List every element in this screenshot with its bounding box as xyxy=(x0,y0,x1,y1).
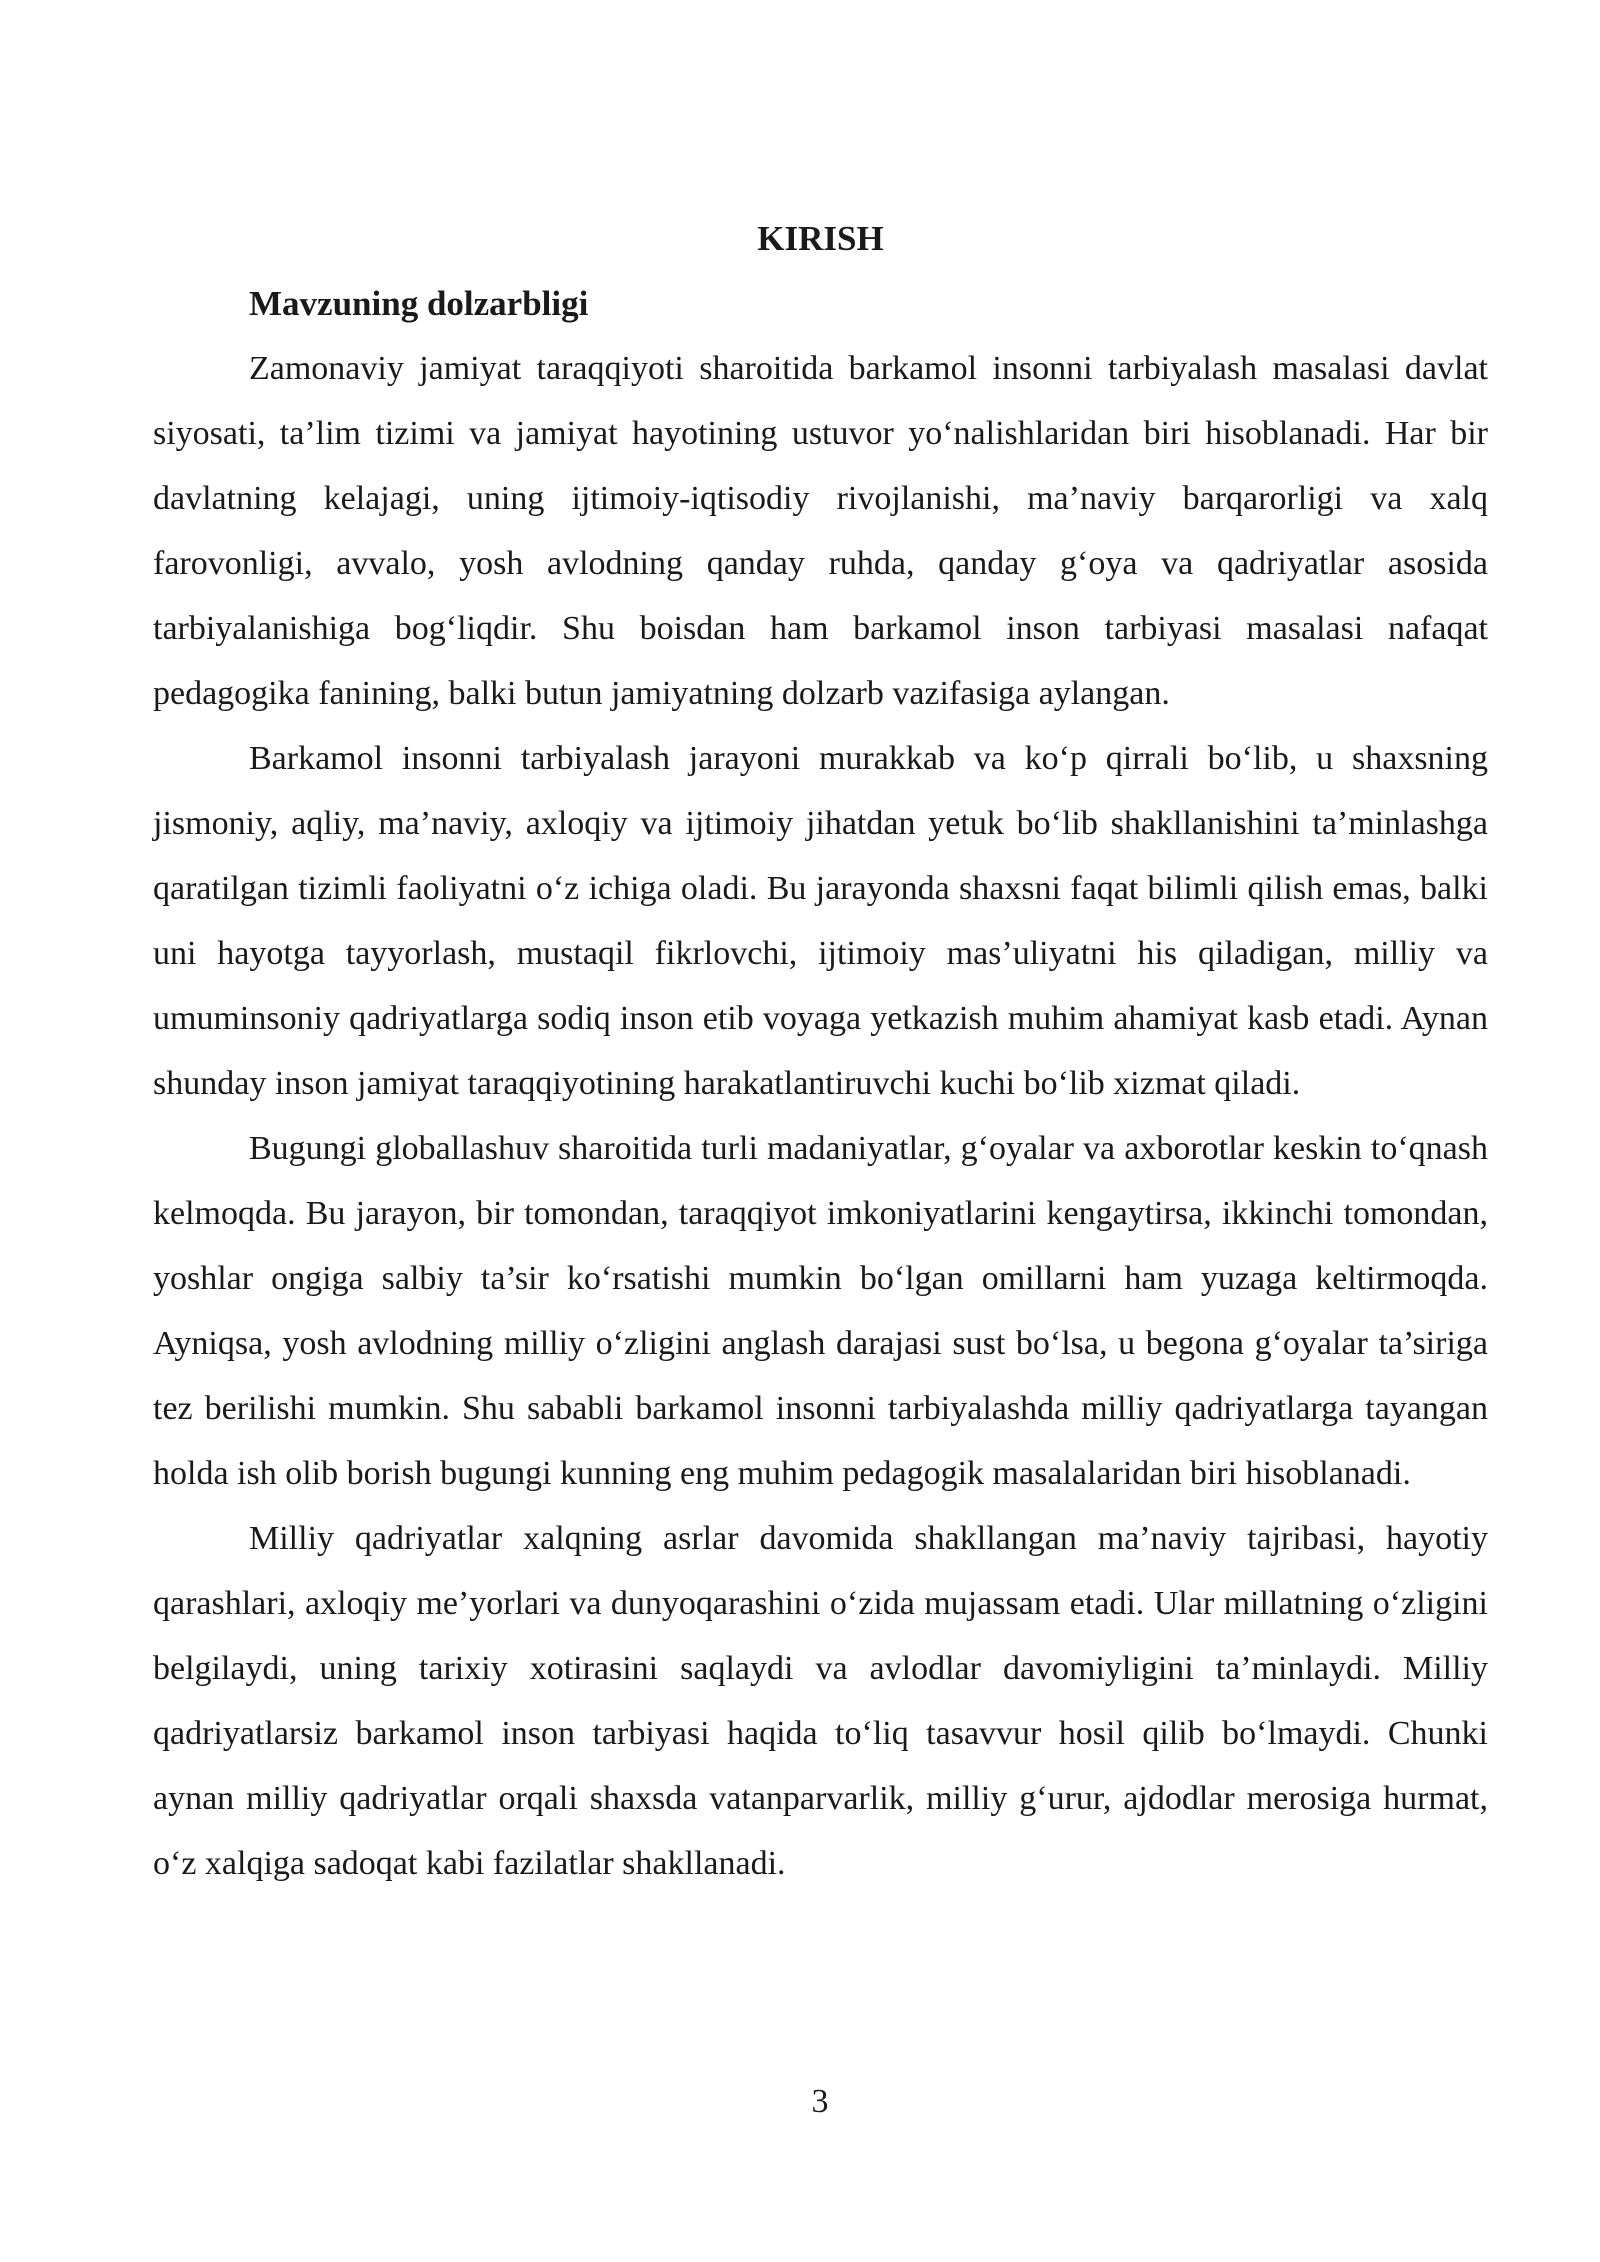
section-subtitle: Mavzuning dolzarbligi xyxy=(249,284,589,323)
page-content xyxy=(153,212,1488,1896)
paragraph-1: Zamonaviy jamiyat taraqqiyoti sharoitida barkamol insonni tarbiyalash masalasi davlat siyosati, ta’lim tizimi va jamiyat hayotining ustuvor yo‘nalishlaridan biri hisoblanadi. Har bir davlatning kelajagi, uning ijtimoiy-iqtisodiy rivojlanishi, ma’naviy barqarorligi va xalq farovonligi, avvalo, yosh avlodning qanday ruhda, qanday g‘oya va qadriyatlar asosida tarbiyalanishiga bog‘liqdir. Shu boisdan ham barkamol inson tarbiyasi masalasi nafaqat pedagogika fanining, balki butun jamiyatning dolzarb vazifasiga aylangan. xyxy=(153,350,1488,712)
paragraph-4: Milliy qadriyatlar xalqning asrlar davomida shakllangan ma’naviy tajribasi, hayotiy qarashlari, axloqiy me’yorlari va dunyoqarashini o‘zida mujassam etadi. Ular millatning o‘zligini belgilaydi, uning tarixiy xotirasini saqlaydi va avlodlar davomiyligini ta’minlaydi. Milliy qadriyatlarsiz barkamol inson tarbiyasi haqida to‘liq tasavvur hosil qilib bo‘lmaydi. Chunki aynan milliy qadriyatlar orqali shaxsda vatanparvarlik, milliy g‘urur, ajdodlar merosiga hurmat, o‘z xalqiga sadoqat kabi fazilatlar shakllanadi. xyxy=(153,1520,1488,1882)
paragraph-2: Barkamol insonni tarbiyalash jarayoni murakkab va ko‘p qirrali bo‘lib, u shaxsning jismoniy, aqliy, ma’naviy, axloqiy va ijtimoiy jihatdan yetuk bo‘lib shakllanishini ta’minlashga qaratilgan tizimli faoliyatni o‘z ichiga oladi. Bu jarayonda shaxsni faqat bilimli qilish emas, balki uni hayotga tayyorlash, mustaqil fikrlovchi, ijtimoiy mas’uliyatni his qiladigan, milliy va umuminsoniy qadriyatlarga sodiq inson etib voyaga yetkazish muhim ahamiyat kasb etadi. Aynan shunday inson jamiyat taraqqiyotining harakatlantiruvchi kuchi bo‘lib xizmat qiladi. xyxy=(153,740,1488,1102)
page-title: KIRISH xyxy=(757,219,884,258)
paragraph-3: Bugungi globallashuv sharoitida turli madaniyatlar, g‘oyalar va axborotlar keskin to‘qnash kelmoqda. Bu jarayon, bir tomondan, taraqqiyot imkoniyatlarini kengaytirsa, ikkinchi tomondan, yoshlar ongiga salbiy ta’sir ko‘rsatishi mumkin bo‘lgan omillarni ham yuzaga keltirmoqda. Ayniqsa, yosh avlodning milliy o‘zligini anglash darajasi sust bo‘lsa, u begona g‘oyalar ta’siriga tez berilishi mumkin. Shu sababli barkamol insonni tarbiyalashda milliy qadriyatlarga tayangan holda ish olib borish bugungi kunning eng muhim pedagogik masalalaridan biri hisoblanadi. xyxy=(153,1130,1488,1492)
page-number: 3 xyxy=(811,2083,829,2120)
